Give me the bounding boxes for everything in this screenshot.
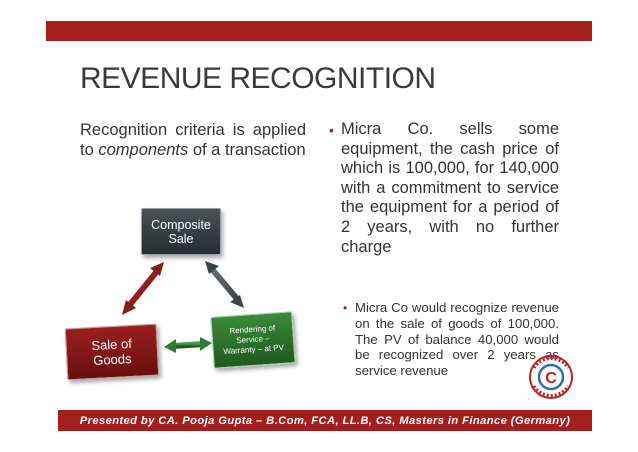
service-line2: Service – (236, 333, 270, 346)
footer-text: Presented by CA. Pooja Gupta – B.Com, FCA, LL.B, CS, Masters in Finance (Germany) (79, 414, 571, 427)
left-text-part2: of a transaction (188, 141, 306, 159)
svg-text:C: C (545, 370, 557, 387)
sale-line2: Goods (92, 350, 132, 368)
sub-bullet-text: Micra Co would recognize revenue on the sale of goods of 100,000. The PV of balance 40,000 would be recognized over 2 years as service revenue (355, 300, 559, 379)
copyright-stamp-icon (528, 354, 574, 400)
bullet-marker: • (329, 122, 334, 138)
slide-title: REVENUE RECOGNITION (80, 62, 436, 95)
top-accent-bar (46, 21, 592, 41)
diagram (58, 200, 308, 385)
composite-sale-box (141, 208, 221, 255)
arrow-composite-to-service (205, 261, 244, 308)
composite-line1: Composite (151, 217, 211, 232)
sale-of-goods-box (65, 324, 160, 381)
left-text (80, 120, 306, 160)
service-line3: Warranty – at PV (223, 342, 285, 357)
left-text-part1: Recognition criteria is applied to (80, 121, 306, 159)
footer-bar (58, 410, 592, 431)
rendering-service-box (210, 311, 295, 369)
left-text-emphasis: components (98, 141, 189, 159)
service-line1: Rendering of (229, 323, 276, 336)
arrow-sale-to-service (164, 337, 212, 353)
sub-bullet-marker: • (343, 301, 348, 315)
composite-line2: Sale (168, 231, 194, 246)
sale-line1: Sale of (90, 335, 133, 354)
arrow-composite-to-sale (122, 262, 164, 315)
main-bullet-text: Micra Co. sells some equipment, the cash price of which is 100,000, for 140,000 with a commitment to service the equipment for a period of 2 years, with no further charge (341, 120, 559, 256)
